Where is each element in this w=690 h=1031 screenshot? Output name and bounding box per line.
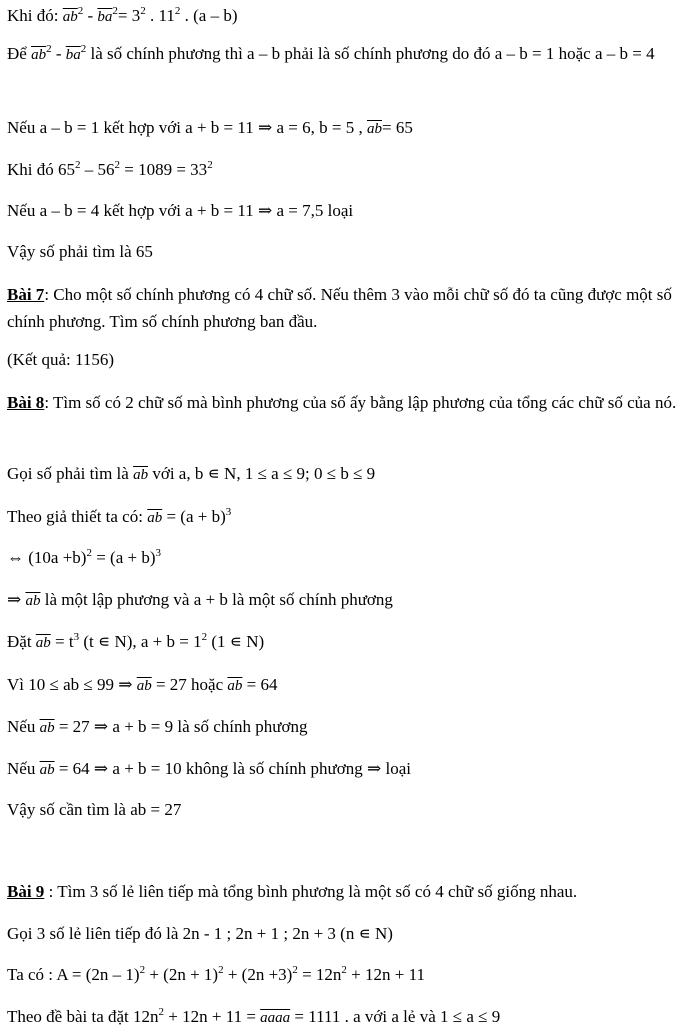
text: Theo giả thiết ta có: [7,507,148,526]
text: = 27 ⇒ a + b = 9 là số chính phương [54,717,308,736]
sup: 3 [155,547,162,559]
sup: 2 [114,159,120,171]
text: + (2n + 1) [145,965,219,984]
line-theo-gia-thiet [7,507,231,527]
bai-8-title: Bài 8 [7,393,45,412]
bai-9 [7,882,577,902]
text: Đặt [7,632,36,651]
text: : Cho một số chính phương có 4 chữ số. Nếu thêm 3 vào mỗi chữ số đó ta cũng được một số chính phương. Tìm số chính phương ban đầu. [7,285,672,331]
text: = 65 [381,118,413,137]
line-ket-qua: (Kết quả: 1156) [7,350,115,369]
sup: 2 [46,43,52,55]
text: (t ∊ N), a + b = 1 [79,632,202,651]
text: = (a + b) [162,507,226,526]
sup: 2 [207,159,213,171]
line-de-so-chinh-phuong [7,40,683,69]
text: : Tìm 3 số lẻ liên tiếp mà tổng bình phương là một số có 4 chữ số giống nhau. [44,882,578,901]
text: là số chính phương thì a – b phải là số chính phương do đó a – b = 1 hoặc a – b = 4 [86,44,655,63]
sup: 2 [201,631,208,643]
text: Theo đề bài ta đặt 12n [7,1007,159,1026]
sup: 3 [73,631,80,643]
overline-ab: $\overline{ab}$ [25,593,41,609]
bai-7 [7,281,683,335]
line-khi-do-2 [7,160,213,180]
text: + 12n + 11 [346,965,425,984]
text: Khi đó: [7,6,63,25]
line-neu-27 [7,717,308,737]
text: ⇒ [7,590,26,609]
text: - [51,44,66,63]
text: = 64 ⇒ a + b = 10 không là số chính phương ⇒ loại [54,759,411,778]
text: = 64 [242,675,278,694]
text: + (2n +3) [223,965,293,984]
bai-8 [7,389,683,416]
bai-7-title: Bài 7 [7,285,45,304]
text: là một lập phương và a + b là một số chính phương [40,590,393,609]
text: Nếu [7,759,40,778]
line-vi [7,675,277,695]
text: : Tìm số có 2 chữ số mà bình phương của số ấy bằng lập phương của tổng các chữ số của nó. [44,393,677,412]
line-neu-64 [7,759,411,779]
sup: 2 [112,5,118,17]
sup: 2 [341,964,347,976]
line-tuong-duong [7,548,161,568]
overline-ba: $\overline{ba}$ [65,47,81,63]
overline-ab: $\overline{ab}$ [62,9,78,25]
sup: 2 [75,159,81,171]
line-goi-so [7,464,375,484]
line-lap-phuong [7,590,393,610]
overline-aaaa: aaaa [260,1010,291,1026]
sup: 2 [140,5,146,17]
overline-ab: $\overline{ab}$ [147,510,163,526]
text: Nếu [7,717,40,736]
text: . 11 [145,6,175,25]
overline-ab: $\overline{ab}$ [35,635,51,651]
bai-9-title: Bài 9 [7,882,45,901]
line-ta-co [7,965,425,985]
line-neu-4: Nếu a – b = 4 kết hợp với a + b = 11 ⇒ a = 7,5 loại [7,201,354,220]
sup: 3 [225,506,232,518]
overline-ab: $\overline{ab}$ [227,678,243,694]
text: Vì 10 ≤ ab ≤ 99 ⇒ [7,675,137,694]
sup: 2 [86,547,92,559]
line-goi-3-so: Gọi 3 số lẻ liên tiếp đó là 2n - 1 ; 2n + 1 ; 2n + 3 (n ∊ N) [7,924,393,943]
text: = (a + b) [91,548,156,567]
line-theo-de-bai [7,1007,500,1027]
overline-ba: $\overline{ba}$ [97,9,113,25]
text: Ta có : A = (2n – 1) [7,965,140,984]
sup: 2 [80,43,87,55]
text: + 12n + 11 = [164,1007,261,1026]
text: ⇔ (10a +b) [7,548,87,567]
overline-ab: $\overline{ab}$ [39,762,55,778]
text: . (a – b) [180,6,238,25]
sup: 2 [174,5,181,17]
text: (1 ∊ N) [207,632,265,651]
sup: 2 [139,964,146,976]
overline-ab: $\overline{ab}$ [39,720,55,736]
text: = 1089 = 33 [120,160,208,179]
text: – 56 [80,160,115,179]
line-vay-65: Vậy số phải tìm là 65 [7,242,153,261]
line-dat [7,632,264,652]
text: = t [50,632,74,651]
line-khi-do-1 [7,6,238,26]
line-vay-27: Vậy số cần tìm là ab = 27 [7,800,182,819]
text: - [83,6,98,25]
text: Khi đó 65 [7,160,75,179]
overline-ab: $\overline{ab}$ [366,121,382,137]
text: với a, b ∊ N, 1 ≤ a ≤ 9; 0 ≤ b ≤ 9 [148,464,376,483]
overline-ab: $\overline{ab}$ [31,47,47,63]
line-neu-1 [7,118,413,138]
text: = 1111 . a với a lẻ và 1 ≤ a ≤ 9 [290,1007,501,1026]
text: Nếu a – b = 1 kết hợp với a + b = 11 ⇒ a = 6, b = 5 , [7,118,367,137]
overline-ab: $\overline{ab}$ [136,678,152,694]
text: Để [7,44,32,63]
text: = 3 [117,6,141,25]
text: = 27 hoặc [151,675,228,694]
text: Gọi số phải tìm là [7,464,134,483]
sup: 2 [292,964,298,976]
sup: 2 [218,964,224,976]
sup: 2 [158,1006,165,1018]
sup: 2 [77,5,84,17]
overline-ab: $\overline{ab}$ [133,467,149,483]
text: = 12n [297,965,342,984]
